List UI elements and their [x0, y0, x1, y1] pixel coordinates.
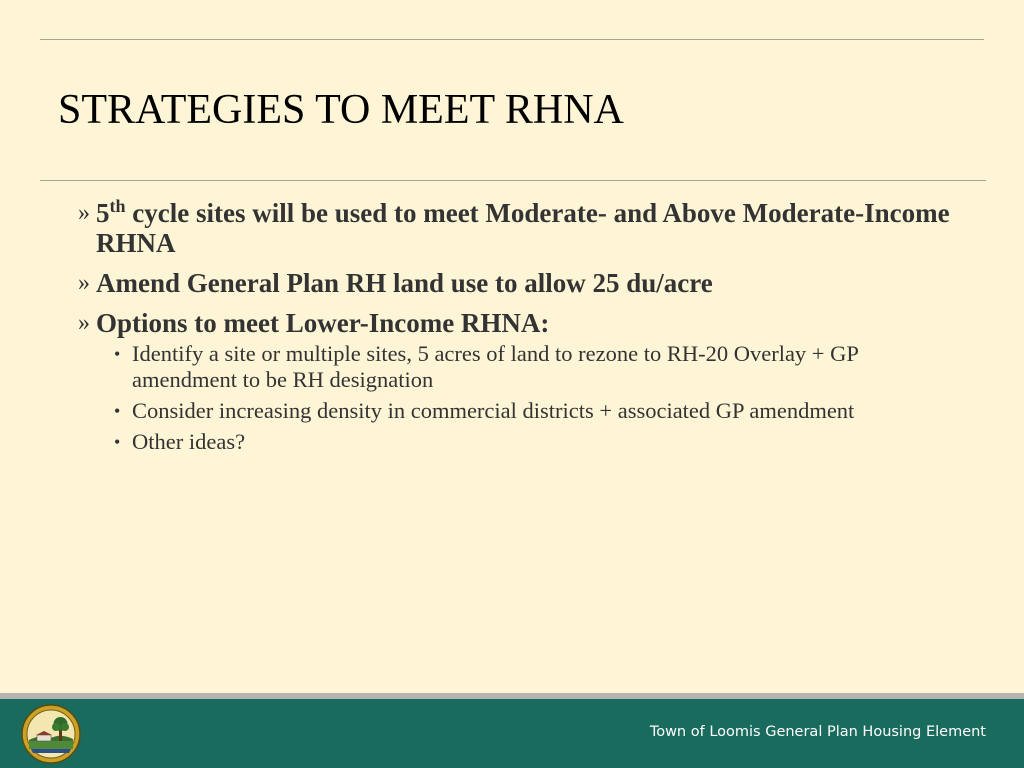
- sub-bullet-list: [70, 341, 950, 455]
- slide-title: STRATEGIES TO MEET RHNA: [58, 87, 624, 133]
- sub-bullet-glyph: •: [114, 344, 121, 364]
- bullet-amend-general-plan: [70, 268, 950, 298]
- sub-bullet-glyph: •: [114, 401, 121, 421]
- sub-bullet-identify-sites: [114, 341, 950, 393]
- title-bottom-rule: [40, 180, 986, 181]
- bullet-lower-income-options: [70, 308, 950, 338]
- title-top-rule: [40, 39, 984, 40]
- bullet-glyph: »: [78, 200, 90, 226]
- sub-bullet-other-ideas: [114, 429, 950, 455]
- footer-caption: Town of Loomis General Plan Housing Element: [649, 724, 986, 740]
- bullet-text: Options to meet Lower-Income RHNA:: [96, 308, 550, 338]
- bullet-text: cycle sites will be used to meet Moderate- and Above Moderate-Income RHNA: [96, 198, 950, 258]
- bullet-fifth-cycle-sites: [70, 198, 950, 258]
- bullet-glyph: »: [78, 270, 90, 296]
- bullet-glyph: »: [78, 310, 90, 336]
- bullet-text: Amend General Plan RH land use to allow 25 du/acre: [96, 268, 713, 298]
- slide-content: [70, 198, 950, 460]
- town-seal-icon: [21, 704, 81, 764]
- bullet-ordinal-suffix: th: [109, 196, 126, 216]
- sub-bullet-text: Consider increasing density in commercial districts + associated GP amendment: [132, 398, 855, 423]
- sub-bullet-glyph: •: [114, 432, 121, 452]
- bullet-number: 5: [96, 198, 110, 228]
- sub-bullet-increase-density: [114, 398, 950, 424]
- sub-bullet-text: Identify a site or multiple sites, 5 acres of land to rezone to RH-20 Overlay + GP amendment to be RH designation: [132, 341, 859, 392]
- sub-bullet-text: Other ideas?: [132, 429, 246, 454]
